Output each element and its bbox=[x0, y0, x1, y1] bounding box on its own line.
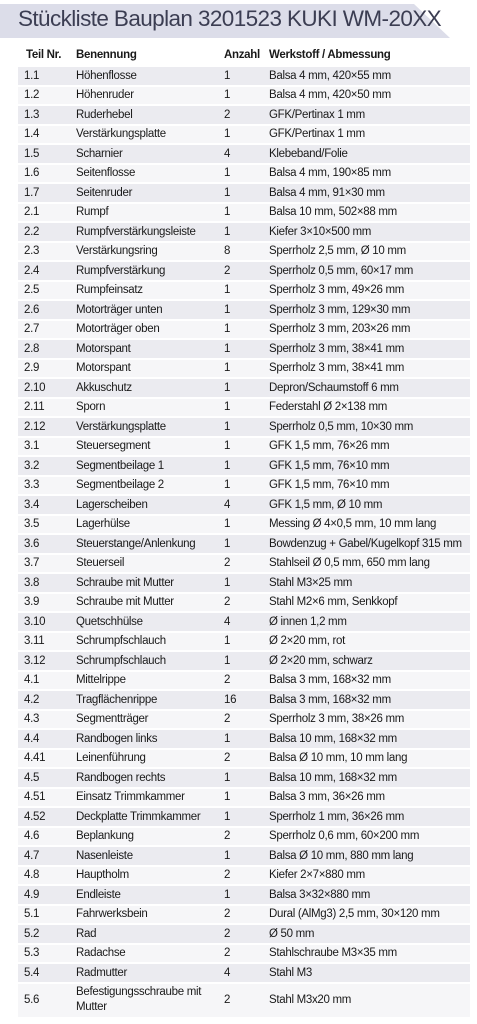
part-number-cell: 5.4 bbox=[18, 964, 68, 984]
table-row bbox=[18, 750, 470, 770]
part-number-cell: 4.7 bbox=[18, 847, 68, 867]
part-number-cell: 4.9 bbox=[18, 886, 68, 906]
quantity-cell: 1 bbox=[216, 633, 261, 653]
quantity-cell: 1 bbox=[216, 301, 261, 321]
part-number-cell: 4.2 bbox=[18, 691, 68, 711]
material-cell: Stahl M3x20 mm bbox=[261, 984, 470, 1019]
quantity-cell: 1 bbox=[216, 847, 261, 867]
table-row bbox=[18, 555, 470, 575]
name-cell: Steuerseil bbox=[68, 555, 216, 575]
material-cell: Federstahl Ø 2×138 mm bbox=[261, 399, 470, 419]
material-cell: Sperrholz 2,5 mm, Ø 10 mm bbox=[261, 243, 470, 263]
material-cell: Depron/Schaumstoff 6 mm bbox=[261, 379, 470, 399]
table-row bbox=[18, 399, 470, 419]
material-cell: Balsa Ø 10 mm, 880 mm lang bbox=[261, 847, 470, 867]
part-number-cell: 2.1 bbox=[18, 204, 68, 224]
part-number-cell: 3.12 bbox=[18, 652, 68, 672]
quantity-cell: 16 bbox=[216, 691, 261, 711]
table-row bbox=[18, 652, 470, 672]
part-number-cell: 2.11 bbox=[18, 399, 68, 419]
part-number-cell: 4.51 bbox=[18, 789, 68, 809]
material-cell: Ø 2×20 mm, schwarz bbox=[261, 652, 470, 672]
quantity-cell: 1 bbox=[216, 379, 261, 399]
name-cell: Rumpfeinsatz bbox=[68, 282, 216, 302]
parts-list-table bbox=[18, 45, 470, 1019]
part-number-cell: 2.2 bbox=[18, 223, 68, 243]
table-row bbox=[18, 360, 470, 380]
name-cell: Segmentträger bbox=[68, 711, 216, 731]
name-cell: Segmentbeilage 1 bbox=[68, 457, 216, 477]
name-cell: Ruderhebel bbox=[68, 106, 216, 126]
part-number-cell: 2.7 bbox=[18, 321, 68, 341]
part-number-cell: 1.6 bbox=[18, 165, 68, 185]
part-number-cell: 3.4 bbox=[18, 496, 68, 516]
table-row bbox=[18, 282, 470, 302]
part-number-cell: 4.6 bbox=[18, 828, 68, 848]
material-cell: Dural (AlMg3) 2,5 mm, 30×120 mm bbox=[261, 906, 470, 926]
quantity-cell: 2 bbox=[216, 828, 261, 848]
part-number-cell: 4.52 bbox=[18, 808, 68, 828]
quantity-cell: 1 bbox=[216, 457, 261, 477]
name-cell: Deckplatte Trimmkammer bbox=[68, 808, 216, 828]
quantity-cell: 2 bbox=[216, 750, 261, 770]
table-row bbox=[18, 672, 470, 692]
table-row bbox=[18, 925, 470, 945]
name-cell: Steuerstange/Anlenkung bbox=[68, 535, 216, 555]
part-number-cell: 3.9 bbox=[18, 594, 68, 614]
quantity-cell: 1 bbox=[216, 808, 261, 828]
name-cell: Lagerscheiben bbox=[68, 496, 216, 516]
name-cell: Befestigungsschraube mit Mutter bbox=[68, 984, 216, 1019]
table-row bbox=[18, 145, 470, 165]
part-number-cell: 4.4 bbox=[18, 730, 68, 750]
part-number-cell: 5.1 bbox=[18, 906, 68, 926]
material-cell: Sperrholz 1 mm, 36×26 mm bbox=[261, 808, 470, 828]
name-cell: Motorspant bbox=[68, 340, 216, 360]
part-number-cell: 2.3 bbox=[18, 243, 68, 263]
part-number-cell: 2.4 bbox=[18, 262, 68, 282]
material-cell: Ø 2×20 mm, rot bbox=[261, 633, 470, 653]
quantity-cell: 2 bbox=[216, 984, 261, 1019]
material-cell: Sperrholz 3 mm, 38×41 mm bbox=[261, 360, 470, 380]
table-row bbox=[18, 204, 470, 224]
part-number-cell: 3.5 bbox=[18, 516, 68, 536]
part-number-cell: 3.6 bbox=[18, 535, 68, 555]
material-cell: Balsa 10 mm, 168×32 mm bbox=[261, 730, 470, 750]
quantity-cell: 1 bbox=[216, 87, 261, 107]
material-cell: Stahl M3×25 mm bbox=[261, 574, 470, 594]
part-number-cell: 3.10 bbox=[18, 613, 68, 633]
material-cell: Bowdenzug + Gabel/Kugelkopf 315 mm bbox=[261, 535, 470, 555]
name-cell: Rad bbox=[68, 925, 216, 945]
table-row bbox=[18, 594, 470, 614]
material-cell: Stahl M3 bbox=[261, 964, 470, 984]
material-cell: GFK 1,5 mm, 76×26 mm bbox=[261, 438, 470, 458]
material-cell: Sperrholz 3 mm, 38×26 mm bbox=[261, 711, 470, 731]
material-cell: Balsa 3×32×880 mm bbox=[261, 886, 470, 906]
table-row bbox=[18, 867, 470, 887]
parts-rows bbox=[18, 67, 470, 1019]
quantity-cell: 1 bbox=[216, 574, 261, 594]
material-cell: Balsa 3 mm, 36×26 mm bbox=[261, 789, 470, 809]
quantity-cell: 1 bbox=[216, 360, 261, 380]
material-cell: Klebeband/Folie bbox=[261, 145, 470, 165]
name-cell: Lagerhülse bbox=[68, 516, 216, 536]
quantity-cell: 8 bbox=[216, 243, 261, 263]
material-cell: GFK 1,5 mm, Ø 10 mm bbox=[261, 496, 470, 516]
name-cell: Nasenleiste bbox=[68, 847, 216, 867]
name-cell: Verstärkungsplatte bbox=[68, 126, 216, 146]
name-cell: Rumpf bbox=[68, 204, 216, 224]
quantity-cell: 1 bbox=[216, 204, 261, 224]
table-row bbox=[18, 340, 470, 360]
name-cell: Fahrwerksbein bbox=[68, 906, 216, 926]
part-number-cell: 1.2 bbox=[18, 87, 68, 107]
table-row bbox=[18, 67, 470, 87]
part-number-cell: 3.1 bbox=[18, 438, 68, 458]
table-row bbox=[18, 633, 470, 653]
name-cell: Motorträger oben bbox=[68, 321, 216, 341]
header-material: Werkstoff / Abmessung bbox=[261, 45, 470, 67]
material-cell: GFK/Pertinax 1 mm bbox=[261, 106, 470, 126]
name-cell: Quetschhülse bbox=[68, 613, 216, 633]
table-row bbox=[18, 984, 470, 1019]
name-cell: Rumpfverstärkung bbox=[68, 262, 216, 282]
table-row bbox=[18, 945, 470, 965]
name-cell: Seitenflosse bbox=[68, 165, 216, 185]
table-row bbox=[18, 165, 470, 185]
quantity-cell: 2 bbox=[216, 594, 261, 614]
part-number-cell: 2.12 bbox=[18, 418, 68, 438]
name-cell: Höhenflosse bbox=[68, 67, 216, 87]
name-cell: Akkuschutz bbox=[68, 379, 216, 399]
material-cell: Balsa 3 mm, 168×32 mm bbox=[261, 691, 470, 711]
document-title: Stückliste Bauplan 3201523 KUKI WM-20XX bbox=[18, 6, 442, 31]
quantity-cell: 1 bbox=[216, 730, 261, 750]
table-row bbox=[18, 711, 470, 731]
table-row bbox=[18, 886, 470, 906]
name-cell: Randbogen rechts bbox=[68, 769, 216, 789]
quantity-cell: 2 bbox=[216, 867, 261, 887]
part-number-cell: 4.3 bbox=[18, 711, 68, 731]
table-row bbox=[18, 535, 470, 555]
name-cell: Rumpfverstärkungsleiste bbox=[68, 223, 216, 243]
header-quantity: Anzahl bbox=[216, 45, 261, 67]
table-row bbox=[18, 262, 470, 282]
table-row bbox=[18, 379, 470, 399]
part-number-cell: 2.9 bbox=[18, 360, 68, 380]
table-row bbox=[18, 223, 470, 243]
name-cell: Randbogen links bbox=[68, 730, 216, 750]
material-cell: Ø 50 mm bbox=[261, 925, 470, 945]
header-row bbox=[18, 45, 470, 67]
quantity-cell: 4 bbox=[216, 964, 261, 984]
name-cell: Schrumpfschlauch bbox=[68, 652, 216, 672]
material-cell: Sperrholz 0,5 mm, 60×17 mm bbox=[261, 262, 470, 282]
table-row bbox=[18, 691, 470, 711]
part-number-cell: 2.6 bbox=[18, 301, 68, 321]
part-number-cell: 3.3 bbox=[18, 477, 68, 497]
part-number-cell: 2.8 bbox=[18, 340, 68, 360]
part-number-cell: 3.2 bbox=[18, 457, 68, 477]
name-cell: Hauptholm bbox=[68, 867, 216, 887]
table-row bbox=[18, 906, 470, 926]
material-cell: Balsa 10 mm, 502×88 mm bbox=[261, 204, 470, 224]
name-cell: Endleiste bbox=[68, 886, 216, 906]
material-cell: GFK 1,5 mm, 76×10 mm bbox=[261, 457, 470, 477]
name-cell: Verstärkungsplatte bbox=[68, 418, 216, 438]
part-number-cell: 4.41 bbox=[18, 750, 68, 770]
material-cell: Balsa 3 mm, 168×32 mm bbox=[261, 672, 470, 692]
material-cell: Kiefer 2×7×880 mm bbox=[261, 867, 470, 887]
name-cell: Schraube mit Mutter bbox=[68, 594, 216, 614]
name-cell: Verstärkungsring bbox=[68, 243, 216, 263]
name-cell: Höhenruder bbox=[68, 87, 216, 107]
table-row bbox=[18, 184, 470, 204]
material-cell: Stahl M2×6 mm, Senkkopf bbox=[261, 594, 470, 614]
part-number-cell: 4.8 bbox=[18, 867, 68, 887]
table-row bbox=[18, 496, 470, 516]
table-row bbox=[18, 964, 470, 984]
table-row bbox=[18, 730, 470, 750]
material-cell: GFK 1,5 mm, 76×10 mm bbox=[261, 477, 470, 497]
table-row bbox=[18, 301, 470, 321]
table-row bbox=[18, 613, 470, 633]
name-cell: Steuersegment bbox=[68, 438, 216, 458]
table-row bbox=[18, 87, 470, 107]
name-cell: Schraube mit Mutter bbox=[68, 574, 216, 594]
name-cell: Segmentbeilage 2 bbox=[68, 477, 216, 497]
quantity-cell: 2 bbox=[216, 925, 261, 945]
table-row bbox=[18, 808, 470, 828]
material-cell: Sperrholz 3 mm, 203×26 mm bbox=[261, 321, 470, 341]
name-cell: Mittelrippe bbox=[68, 672, 216, 692]
material-cell: Sperrholz 3 mm, 49×26 mm bbox=[261, 282, 470, 302]
quantity-cell: 1 bbox=[216, 399, 261, 419]
name-cell: Motorspant bbox=[68, 360, 216, 380]
table-row bbox=[18, 769, 470, 789]
part-number-cell: 4.1 bbox=[18, 672, 68, 692]
name-cell: Beplankung bbox=[68, 828, 216, 848]
part-number-cell: 1.4 bbox=[18, 126, 68, 146]
part-number-cell: 3.7 bbox=[18, 555, 68, 575]
quantity-cell: 1 bbox=[216, 126, 261, 146]
quantity-cell: 1 bbox=[216, 652, 261, 672]
name-cell: Einsatz Trimmkammer bbox=[68, 789, 216, 809]
material-cell: Kiefer 3×10×500 mm bbox=[261, 223, 470, 243]
table-row bbox=[18, 457, 470, 477]
name-cell: Radmutter bbox=[68, 964, 216, 984]
part-number-cell: 2.5 bbox=[18, 282, 68, 302]
quantity-cell: 1 bbox=[216, 223, 261, 243]
material-cell: Balsa Ø 10 mm, 10 mm lang bbox=[261, 750, 470, 770]
part-number-cell: 4.5 bbox=[18, 769, 68, 789]
name-cell: Seitenruder bbox=[68, 184, 216, 204]
part-number-cell: 1.7 bbox=[18, 184, 68, 204]
quantity-cell: 4 bbox=[216, 613, 261, 633]
name-cell: Schrumpfschlauch bbox=[68, 633, 216, 653]
quantity-cell: 4 bbox=[216, 145, 261, 165]
quantity-cell: 1 bbox=[216, 418, 261, 438]
material-cell: GFK/Pertinax 1 mm bbox=[261, 126, 470, 146]
quantity-cell: 1 bbox=[216, 165, 261, 185]
material-cell: Sperrholz 0,6 mm, 60×200 mm bbox=[261, 828, 470, 848]
material-cell: Ø innen 1,2 mm bbox=[261, 613, 470, 633]
title-bar bbox=[0, 0, 477, 40]
header-part-number: Teil Nr. bbox=[18, 45, 68, 67]
quantity-cell: 1 bbox=[216, 340, 261, 360]
quantity-cell: 1 bbox=[216, 886, 261, 906]
table-row bbox=[18, 126, 470, 146]
quantity-cell: 1 bbox=[216, 282, 261, 302]
quantity-cell: 1 bbox=[216, 184, 261, 204]
name-cell: Tragflächenrippe bbox=[68, 691, 216, 711]
part-number-cell: 5.3 bbox=[18, 945, 68, 965]
material-cell: Balsa 4 mm, 420×55 mm bbox=[261, 67, 470, 87]
table-row bbox=[18, 477, 470, 497]
quantity-cell: 1 bbox=[216, 321, 261, 341]
material-cell: Balsa 10 mm, 168×32 mm bbox=[261, 769, 470, 789]
material-cell: Stahlschraube M3×35 mm bbox=[261, 945, 470, 965]
name-cell: Radachse bbox=[68, 945, 216, 965]
table-row bbox=[18, 828, 470, 848]
quantity-cell: 1 bbox=[216, 477, 261, 497]
quantity-cell: 1 bbox=[216, 516, 261, 536]
name-cell: Leinenführung bbox=[68, 750, 216, 770]
material-cell: Balsa 4 mm, 420×50 mm bbox=[261, 87, 470, 107]
material-cell: Balsa 4 mm, 91×30 mm bbox=[261, 184, 470, 204]
part-number-cell: 3.8 bbox=[18, 574, 68, 594]
part-number-cell: 2.10 bbox=[18, 379, 68, 399]
table-row bbox=[18, 321, 470, 341]
material-cell: Sperrholz 3 mm, 38×41 mm bbox=[261, 340, 470, 360]
part-number-cell: 3.11 bbox=[18, 633, 68, 653]
part-number-cell: 1.1 bbox=[18, 67, 68, 87]
table-row bbox=[18, 438, 470, 458]
table-row bbox=[18, 418, 470, 438]
table-row bbox=[18, 574, 470, 594]
material-cell: Messing Ø 4×0,5 mm, 10 mm lang bbox=[261, 516, 470, 536]
material-cell: Sperrholz 3 mm, 129×30 mm bbox=[261, 301, 470, 321]
part-number-cell: 1.3 bbox=[18, 106, 68, 126]
material-cell: Stahlseil Ø 0,5 mm, 650 mm lang bbox=[261, 555, 470, 575]
quantity-cell: 1 bbox=[216, 789, 261, 809]
quantity-cell: 1 bbox=[216, 67, 261, 87]
quantity-cell: 1 bbox=[216, 535, 261, 555]
quantity-cell: 4 bbox=[216, 496, 261, 516]
quantity-cell: 2 bbox=[216, 906, 261, 926]
quantity-cell: 2 bbox=[216, 555, 261, 575]
table-row bbox=[18, 847, 470, 867]
name-cell: Motorträger unten bbox=[68, 301, 216, 321]
table-row bbox=[18, 106, 470, 126]
table-row bbox=[18, 789, 470, 809]
header-name: Benennung bbox=[68, 45, 216, 67]
part-number-cell: 5.2 bbox=[18, 925, 68, 945]
quantity-cell: 1 bbox=[216, 438, 261, 458]
table-row bbox=[18, 516, 470, 536]
part-number-cell: 1.5 bbox=[18, 145, 68, 165]
material-cell: Balsa 4 mm, 190×85 mm bbox=[261, 165, 470, 185]
quantity-cell: 2 bbox=[216, 945, 261, 965]
name-cell: Scharnier bbox=[68, 145, 216, 165]
material-cell: Sperrholz 0,5 mm, 10×30 mm bbox=[261, 418, 470, 438]
part-number-cell: 5.6 bbox=[18, 984, 68, 1019]
quantity-cell: 1 bbox=[216, 769, 261, 789]
name-cell: Sporn bbox=[68, 399, 216, 419]
quantity-cell: 2 bbox=[216, 711, 261, 731]
table-row bbox=[18, 243, 470, 263]
quantity-cell: 2 bbox=[216, 672, 261, 692]
quantity-cell: 2 bbox=[216, 106, 261, 126]
quantity-cell: 2 bbox=[216, 262, 261, 282]
